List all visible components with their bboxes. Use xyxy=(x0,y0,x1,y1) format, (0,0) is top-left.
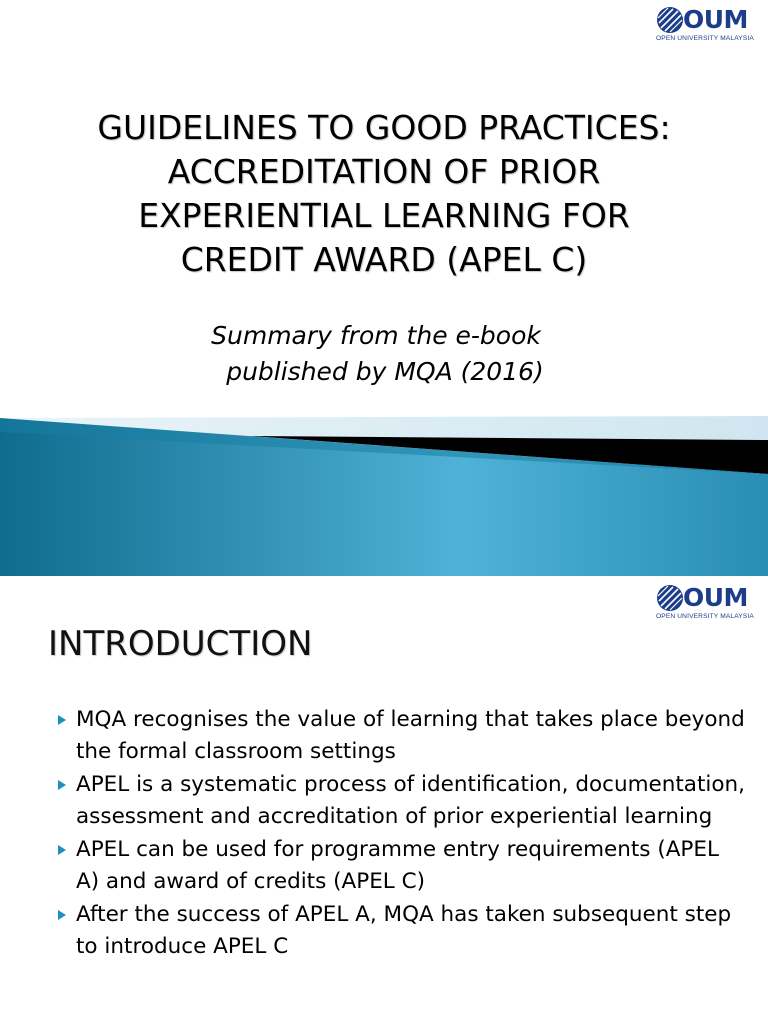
oum-logo xyxy=(656,584,768,624)
triangle-bullet-icon xyxy=(58,780,66,790)
bullet-item xyxy=(56,704,746,767)
logo-wordmark: OUM xyxy=(683,5,748,34)
bullet-item xyxy=(56,769,746,832)
bullet-list xyxy=(56,704,746,964)
oum-globe-icon xyxy=(656,584,684,612)
title-line: GUIDELINES TO GOOD PRACTICES: xyxy=(97,108,671,147)
slide-subtitle xyxy=(0,318,768,390)
bullet-item xyxy=(56,899,746,962)
oum-logo xyxy=(656,6,768,46)
logo-wordmark: OUM xyxy=(683,583,748,612)
slide-title xyxy=(0,106,768,282)
decorative-band xyxy=(0,410,768,576)
logo-subtitle: OPEN UNIVERSITY MALAYSIA xyxy=(656,613,754,620)
introduction-slide xyxy=(0,576,768,1024)
title-line: ACCREDITATION OF PRIOR xyxy=(167,152,601,191)
bullet-text: APEL is a systematic process of identification, documentation, assessment and accreditation of prior experiential learning xyxy=(76,772,745,829)
subtitle-line: published by MQA (2016) xyxy=(226,357,544,386)
bullet-text: MQA recognises the value of learning that takes place beyond the formal classroom settings xyxy=(76,707,745,764)
bullet-text: After the success of APEL A, MQA has taken subsequent step to introduce APEL C xyxy=(76,902,732,959)
triangle-bullet-icon xyxy=(58,845,66,855)
bullet-item xyxy=(56,834,746,897)
subtitle-line: Summary from the e-book xyxy=(211,321,541,350)
section-heading: INTRODUCTION xyxy=(48,624,313,664)
title-line: CREDIT AWARD (APEL C) xyxy=(180,240,588,279)
triangle-bullet-icon xyxy=(58,910,66,920)
oum-globe-icon xyxy=(656,6,684,34)
logo-subtitle: OPEN UNIVERSITY MALAYSIA xyxy=(656,35,754,42)
bullet-text: APEL can be used for programme entry requirements (APEL A) and award of credits (APEL C) xyxy=(76,837,719,894)
title-line: EXPERIENTIAL LEARNING FOR xyxy=(138,196,630,235)
triangle-bullet-icon xyxy=(58,715,66,725)
